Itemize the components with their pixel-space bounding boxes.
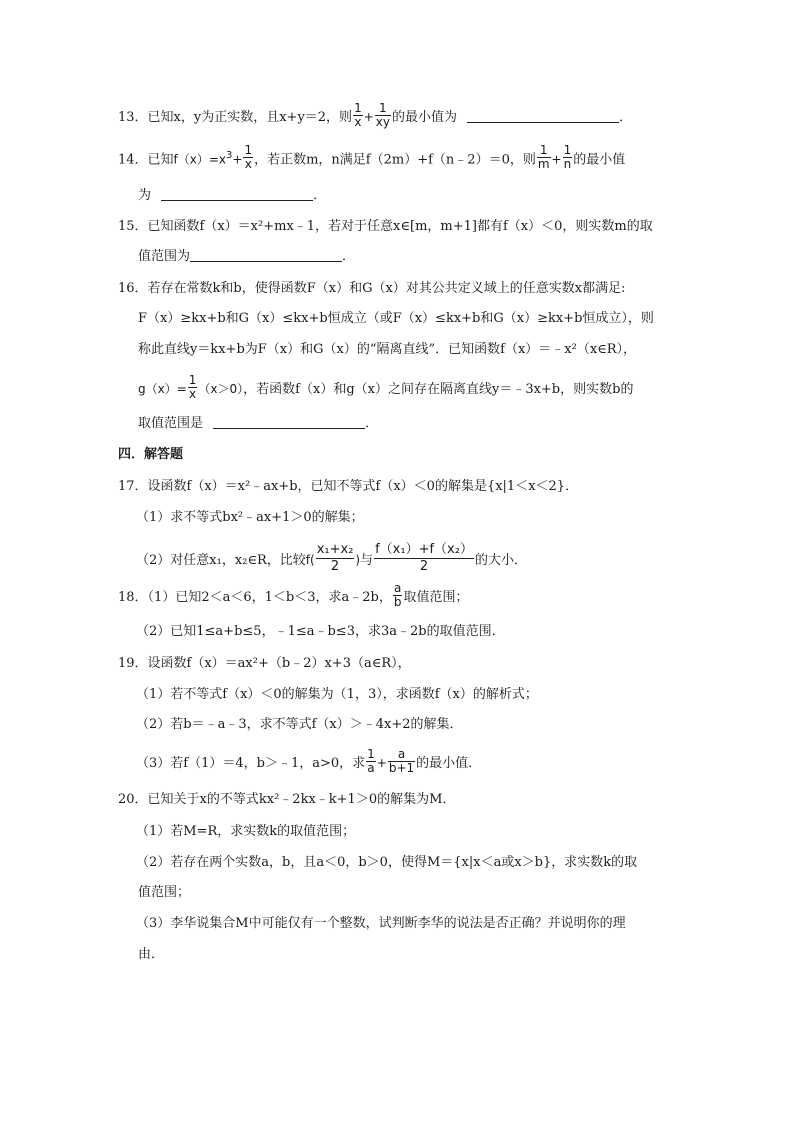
q17-part1: （1）求不等式bx²﹣ax+1＞0的解集； [136,510,364,525]
q14-plus-2: + [551,152,562,167]
q18-part2: （2）已知1≤a+b≤5，﹣1≤a﹣b≤3，求3a﹣2b的取值范围． [136,624,505,639]
q16-answer-blank[interactable] [213,414,365,429]
q16-line4-text: ，若函数f（x）和g（x）之间存在隔离直线y＝﹣3x+b，则实数b的 [243,382,634,397]
q14-text-mid: ，若正数m，n满足f（2m）+f（n﹣2）＝0，则 [254,152,536,168]
q17-frac1-denominator: 2 [330,559,340,574]
q13-frac2-numerator: 1 [375,102,391,116]
q14-fraction-1 [243,144,253,171]
q14-frac1-denominator: x [244,157,252,172]
question-14-line-2 [138,186,326,206]
q13-frac2-denominator: xy [375,115,390,129]
q17-part2-text-after: 的大小． [474,553,527,568]
q14-text-before: 14．已知 [118,152,174,168]
question-20-part-1 [136,822,355,842]
q16-g-definition: g（x）= [138,382,187,396]
q13-fraction-2 [375,102,391,129]
question-20 [118,790,455,810]
question-15-line-2 [138,247,355,267]
q16-fraction [188,374,198,401]
section-heading [118,445,183,465]
q14-frac1-numerator: 1 [244,143,253,158]
q15-line1: 15．已知函数f（x）＝x²+mx﹣1，若对于任意x∈[m，m+1]都有f（x）＜0，则实数m的取 [118,219,653,234]
q18-fraction [393,582,403,609]
q19-part1: （1）若不等式f（x）＜0的解集为（1，3），求函数f（x）的解析式； [136,687,538,702]
q16-frac-denominator: x [189,387,197,401]
q14-end: ． [313,188,327,203]
q20-part2-line2: 值范围； [138,885,191,900]
q16-end: ． [365,416,379,431]
q17-part2-text-mid: 与 [360,553,374,568]
q16-line1: 16．若存在常数k和b，使得函数F（x）和G（x）对其公共定义域上的任意实数x都满足: [118,281,626,296]
q17-fraction-1 [316,542,355,575]
q17-f-symbol: f [305,553,311,567]
q16-domain-condition: （x＞0） [198,382,244,396]
q20-part3-line1: （3）李华说集合M中可能仅有一个整数，试判断李华的说法是否正确？并说明你的理 [136,916,626,931]
q20-part2-line1: （2）若存在两个实数a，b，且a＜0，b＞0，使得M＝{x|x＜a或x＞b}，求实数k的取 [136,855,638,870]
q20-line1: 20．已知关于x的不等式kx²﹣2kx﹣k+1＞0的解集为M． [118,792,456,807]
q13-plus: + [363,110,374,124]
q14-frac2-numerator: 1 [537,144,551,158]
q13-answer-blank[interactable] [467,108,619,123]
q17-line1: 17．设函数f（x）＝x²﹣ax+b，已知不等式f（x）＜0的解集是{x|1＜x＜2}． [118,479,579,494]
question-15 [118,217,653,237]
q16-line5-text: 取值范围是 [138,416,204,431]
q17-frac1-numerator: x₁+x₂ [316,542,354,557]
q14-frac3-denominator: n [563,157,572,172]
q19-fraction-1 [366,748,376,775]
question-17-part-2: （2）对任意x₁，x₂∈R，比较f( $\frac{\text{x₁+x₂}}{2}$ )与 $\frac{\text{f（x₁）+f（x₂）}}{2}$ 的大小． [136,542,527,574]
q19-plus: + [376,756,387,770]
q14-fraction-3 [563,144,573,171]
q19-frac1-denominator: a [367,761,375,775]
q19-part3-text-after: 的最小值． [416,756,482,771]
question-16-line-5 [138,414,378,434]
question-19-part-2 [136,715,463,735]
q18-frac-denominator: b [393,595,402,609]
q19-frac2-denominator: b+1 [388,761,415,775]
q14-exponent: 3 [226,150,233,161]
q16-frac-numerator: 1 [188,373,197,387]
q19-frac2-numerator: a [388,748,415,762]
q19-fraction-2 [388,748,415,775]
question-13 [118,101,633,131]
question-16-line-3 [138,340,636,360]
q14-plus: + [232,152,243,167]
q16-line2: F（x）≥kx+b和G（x）≤kx+b恒成立（或F（x）≤kx+b和G（x）≥kx+b恒成立），则 [138,311,654,326]
question-16 [118,279,626,299]
q18-frac-numerator: a [393,581,402,595]
question-19 [118,654,411,674]
q18-line1-text-after: 取值范围； [403,590,469,605]
q19-part3-text-before: （3）若f（1）＝4，b＞﹣1，a>0，求 [136,756,366,771]
q13-frac1-numerator: 1 [354,101,362,115]
q17-frac2-denominator: 2 [419,559,429,574]
question-20-part-2-line-2 [138,883,190,903]
q15-line2-text: 值范围为 [138,249,191,264]
q19-frac1-numerator: 1 [367,747,375,761]
question-18-part-2 [136,622,505,642]
question-20-part-2 [136,853,637,873]
question-17 [118,477,578,497]
question-16-line-2 [138,309,654,329]
question-17-part-1 [136,508,364,528]
q14-frac3-numerator: 1 [563,143,572,158]
question-16-line-4 [138,373,634,403]
q13-text-after: 的最小值为 [391,110,457,125]
q17-fraction-2 [374,542,474,575]
q20-part1: （1）若M=R，求实数k的取值范围； [136,824,356,839]
question-19-part-1 [136,685,538,705]
q13-text-before: 13．已知x，y为正实数，且x+y＝2，则 [118,110,353,125]
question-14 [118,143,626,173]
q13-frac1-denominator: x [354,115,362,129]
q14-fraction-2 [537,144,551,171]
question-20-part-3 [136,914,626,934]
q17-part2-text-before: （2）对任意x₁，x₂∈R，比较 [136,553,306,568]
q19-line1: 19．设函数f（x）＝ax²+（b﹣2）x+3（a∈R）， [118,656,411,671]
question-20-part-3-line-2 [138,945,164,965]
q18-line1-text-before: 18．（1）已知2＜a＜6，1＜b＜3，求a﹣2b， [118,590,392,605]
question-19-part-3 [136,747,482,777]
q17-frac2-numerator: f（x₁）+f（x₂） [375,542,473,557]
q16-line3: 称此直线y＝kx+b为F（x）和G（x）的“隔离直线”．已知函数f（x）＝﹣x²（x∈R）， [138,342,637,357]
q14-answer-blank[interactable] [161,186,313,201]
q15-answer-blank[interactable] [190,247,342,262]
q14-text-after: 的最小值 [573,152,626,168]
q15-end: ． [342,249,356,264]
q19-part2: （2）若b＝﹣a﹣3，求不等式f（x）＞﹣4x+2的解集． [136,717,463,732]
q13-end: ． [619,110,633,125]
q14-line2-text: 为 [138,188,152,203]
section-heading-text: 四．解答题 [118,447,184,462]
q20-part3-line2: 由． [138,947,165,962]
q14-frac2-denominator: m [537,157,550,172]
question-18 [118,581,469,611]
q14-f-definition: f（x）=x [173,152,227,167]
q13-fraction-1 [353,102,363,129]
